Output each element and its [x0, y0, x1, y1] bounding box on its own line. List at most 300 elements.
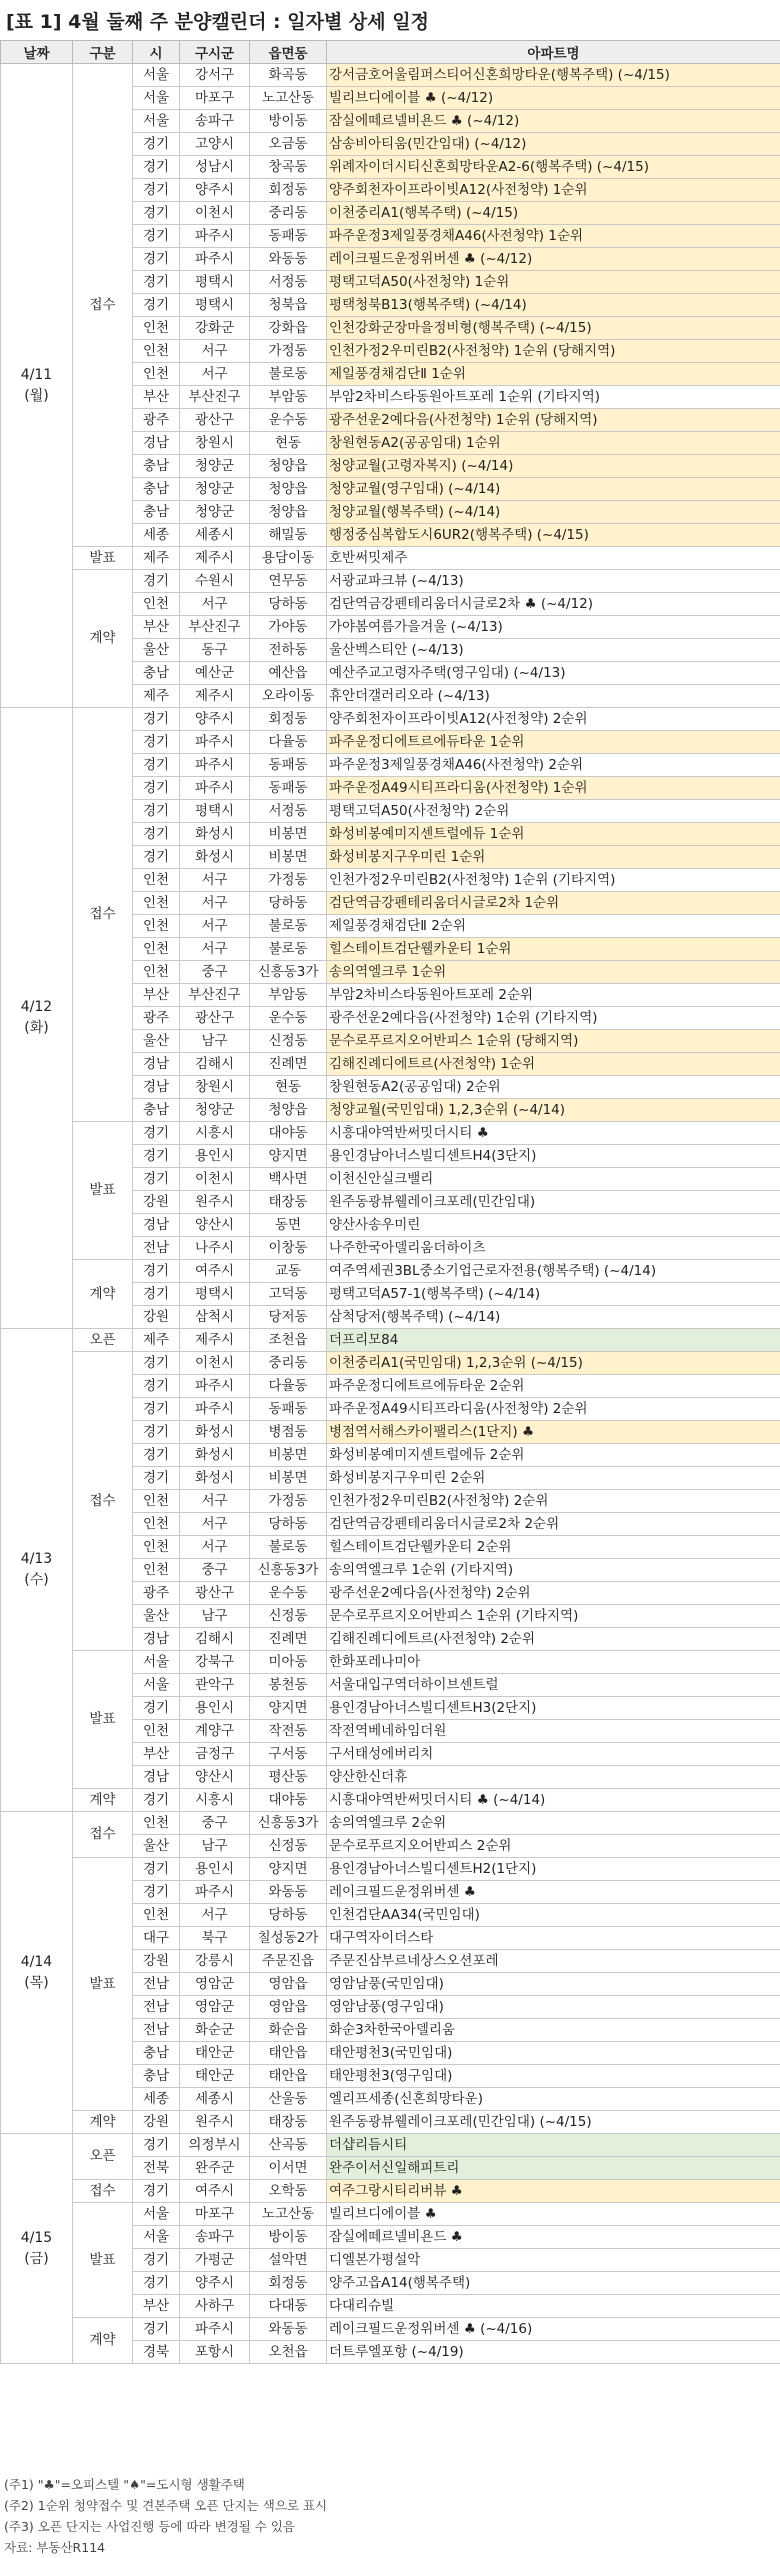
- apartment-name-cell: 주문진삼부르네상스오션포레: [327, 1950, 780, 1973]
- si-cell: 경기: [133, 2134, 180, 2157]
- apartment-name-cell: 파주운정A49시티프라디움(사전청약) 1순위: [327, 777, 780, 800]
- header-si: 시: [133, 41, 180, 64]
- gu-cell: 중구: [180, 961, 250, 984]
- source-note: 자료: 부동산R114: [4, 2537, 780, 2558]
- apartment-name-cell: 화순3차한국아델리움: [327, 2019, 780, 2042]
- gu-cell: 예산군: [180, 662, 250, 685]
- table-row: [1, 547, 780, 570]
- si-cell: 전남: [133, 1973, 180, 1996]
- table-row: [1, 1651, 780, 1674]
- gu-cell: 강서구: [180, 64, 250, 87]
- table-row: [1, 570, 780, 593]
- gu-cell: 서구: [180, 1536, 250, 1559]
- dong-cell: 동패동: [250, 754, 327, 777]
- apartment-name-cell: 화성비봉지구우미린 1순위: [327, 846, 780, 869]
- dong-cell: 오천읍: [250, 2341, 327, 2364]
- si-cell: 강원: [133, 1191, 180, 1214]
- apartment-name-cell: 청양교월(고령자복지) (~4/14): [327, 455, 780, 478]
- weekday-label: (목): [3, 1973, 70, 1994]
- table-title: [표 1] 4월 둘째 주 분양캘린더 : 일자별 상세 일정: [0, 0, 780, 44]
- apartment-name-cell: 부암2차비스타동원아트포레 1순위 (기타지역): [327, 386, 780, 409]
- dong-cell: 연무동: [250, 570, 327, 593]
- dong-cell: 당하동: [250, 1513, 327, 1536]
- si-cell: 경기: [133, 1467, 180, 1490]
- dong-cell: 산울동: [250, 2088, 327, 2111]
- apartment-name-cell: 화성비봉예미지센트럴에듀 1순위: [327, 823, 780, 846]
- gu-cell: 사하구: [180, 2295, 250, 2318]
- dong-cell: 현동: [250, 432, 327, 455]
- dong-cell: 주문진읍: [250, 1950, 327, 1973]
- si-cell: 서울: [133, 1651, 180, 1674]
- apartment-name-cell: 평택고덕A50(사전청약) 1순위: [327, 271, 780, 294]
- apartment-name-cell: 행정중심복합도시6UR2(행복주택) (~4/15): [327, 524, 780, 547]
- apartment-name-cell: 광주선운2예다음(사전청약) 1순위 (당해지역): [327, 409, 780, 432]
- header-type: 구분: [73, 41, 133, 64]
- apartment-name-cell: 원주동광뷰웰레이크포레(민간임대): [327, 1191, 780, 1214]
- gu-cell: 원주시: [180, 2111, 250, 2134]
- apartment-name-cell: 레이크필드운정위버센 ♣ (~4/12): [327, 248, 780, 271]
- si-cell: 경기: [133, 1122, 180, 1145]
- dong-cell: 방이동: [250, 2226, 327, 2249]
- si-cell: 서울: [133, 64, 180, 87]
- table-row: [1, 2180, 780, 2203]
- apartment-name-cell: 삼송비아티움(민간임대) (~4/12): [327, 133, 780, 156]
- table-row: [1, 1260, 780, 1283]
- gu-cell: 남구: [180, 1605, 250, 1628]
- apartment-name-cell: 힐스테이트검단웰카운티 2순위: [327, 1536, 780, 1559]
- dong-cell: 현동: [250, 1076, 327, 1099]
- si-cell: 강원: [133, 2111, 180, 2134]
- type-cell: 계약: [73, 2111, 133, 2134]
- si-cell: 경기: [133, 1168, 180, 1191]
- apartment-name-cell: 삼척당저(행복주택) (~4/14): [327, 1306, 780, 1329]
- gu-cell: 영암군: [180, 1996, 250, 2019]
- dong-cell: 평산동: [250, 1766, 327, 1789]
- si-cell: 경기: [133, 800, 180, 823]
- apartment-name-cell: 한화포레나미아: [327, 1651, 780, 1674]
- si-cell: 부산: [133, 984, 180, 1007]
- apartment-name-cell: 양산한신더휴: [327, 1766, 780, 1789]
- header-date: 날짜: [1, 41, 73, 64]
- gu-cell: 시흥시: [180, 1789, 250, 1812]
- date-cell: [1, 1812, 73, 2134]
- gu-cell: 부산진구: [180, 616, 250, 639]
- gu-cell: 화성시: [180, 823, 250, 846]
- apartment-name-cell: 문수로푸르지오어반피스 2순위: [327, 1835, 780, 1858]
- dong-cell: 신흥동3가: [250, 961, 327, 984]
- si-cell: 충남: [133, 1099, 180, 1122]
- si-cell: 제주: [133, 547, 180, 570]
- apartment-name-cell: 검단역금강펜테리움더시글로2차 1순위: [327, 892, 780, 915]
- si-cell: 경기: [133, 1145, 180, 1168]
- dong-cell: 가정동: [250, 869, 327, 892]
- si-cell: 충남: [133, 501, 180, 524]
- apartment-name-cell: 청양교월(영구임대) (~4/14): [327, 478, 780, 501]
- table-row: [1, 1789, 780, 1812]
- dong-cell: 칠성동2가: [250, 1927, 327, 1950]
- si-cell: 경기: [133, 1444, 180, 1467]
- si-cell: 경기: [133, 248, 180, 271]
- dong-cell: 비봉면: [250, 1444, 327, 1467]
- si-cell: 경기: [133, 202, 180, 225]
- apartment-name-cell: 청양교월(행복주택) (~4/14): [327, 501, 780, 524]
- apartment-name-cell: 용인경남아너스빌디센트H2(1단지): [327, 1858, 780, 1881]
- gu-cell: 파주시: [180, 754, 250, 777]
- gu-cell: 서구: [180, 892, 250, 915]
- gu-cell: 이천시: [180, 202, 250, 225]
- dong-cell: 신정동: [250, 1605, 327, 1628]
- apartment-name-cell: 양주회천자이프라이빗A12(사전청약) 2순위: [327, 708, 780, 731]
- dong-cell: 운수동: [250, 409, 327, 432]
- si-cell: 경기: [133, 271, 180, 294]
- si-cell: 인천: [133, 363, 180, 386]
- type-cell: 접수: [73, 708, 133, 1122]
- header-gu: 구시군: [180, 41, 250, 64]
- gu-cell: 부산진구: [180, 984, 250, 1007]
- apartment-name-cell: 서광교파크뷰 (~4/13): [327, 570, 780, 593]
- si-cell: 서울: [133, 1674, 180, 1697]
- si-cell: 경기: [133, 179, 180, 202]
- table-row: [1, 2111, 780, 2134]
- apartment-name-cell: 완주이서신일해피트리: [327, 2157, 780, 2180]
- apartment-name-cell: 파주운정3제일풍경채A46(사전청약) 2순위: [327, 754, 780, 777]
- dong-cell: 와동동: [250, 1881, 327, 1904]
- table-row: [1, 708, 780, 731]
- dong-cell: 전하동: [250, 639, 327, 662]
- apartment-name-cell: 제일풍경채검단Ⅱ 2순위: [327, 915, 780, 938]
- dong-cell: 예산읍: [250, 662, 327, 685]
- weekday-label: (금): [3, 2249, 70, 2270]
- si-cell: 인천: [133, 1720, 180, 1743]
- header-row: [1, 41, 780, 64]
- gu-cell: 파주시: [180, 731, 250, 754]
- dong-cell: 신흥동3가: [250, 1812, 327, 1835]
- dong-cell: 양지면: [250, 1145, 327, 1168]
- dong-cell: 당저동: [250, 1306, 327, 1329]
- dong-cell: 당하동: [250, 1904, 327, 1927]
- apartment-name-cell: 예산주교고령자주택(영구임대) (~4/13): [327, 662, 780, 685]
- dong-cell: 청양읍: [250, 478, 327, 501]
- si-cell: 강원: [133, 1950, 180, 1973]
- apartment-name-cell: 서울대입구역더하이브센트럴: [327, 1674, 780, 1697]
- apartment-name-cell: 병점역서해스카이팰리스(1단지) ♣: [327, 1421, 780, 1444]
- apartment-name-cell: 더프리모84: [327, 1329, 780, 1352]
- gu-cell: 동구: [180, 639, 250, 662]
- dong-cell: 미아동: [250, 1651, 327, 1674]
- dong-cell: 동패동: [250, 225, 327, 248]
- si-cell: 서울: [133, 2203, 180, 2226]
- dong-cell: 비봉면: [250, 1467, 327, 1490]
- apartment-name-cell: 시흥대야역반써밋더시티 ♣: [327, 1122, 780, 1145]
- type-cell: 접수: [73, 2180, 133, 2203]
- si-cell: 인천: [133, 340, 180, 363]
- si-cell: 경기: [133, 225, 180, 248]
- gu-cell: 남구: [180, 1030, 250, 1053]
- si-cell: 광주: [133, 1582, 180, 1605]
- si-cell: 경기: [133, 1260, 180, 1283]
- dong-cell: 화곡동: [250, 64, 327, 87]
- apartment-name-cell: 호반써밋제주: [327, 547, 780, 570]
- table-row: [1, 1858, 780, 1881]
- gu-cell: 계양구: [180, 1720, 250, 1743]
- gu-cell: 파주시: [180, 225, 250, 248]
- si-cell: 경기: [133, 294, 180, 317]
- si-cell: 인천: [133, 892, 180, 915]
- dong-cell: 비봉면: [250, 823, 327, 846]
- dong-cell: 청양읍: [250, 1099, 327, 1122]
- weekday-label: (화): [3, 1018, 70, 1039]
- si-cell: 울산: [133, 639, 180, 662]
- apartment-name-cell: 파주운정디에트르에듀타운 1순위: [327, 731, 780, 754]
- gu-cell: 서구: [180, 1513, 250, 1536]
- type-cell: 발표: [73, 1858, 133, 2111]
- gu-cell: 파주시: [180, 777, 250, 800]
- type-cell: 발표: [73, 1122, 133, 1260]
- si-cell: 경기: [133, 2318, 180, 2341]
- si-cell: 제주: [133, 1329, 180, 1352]
- type-cell: 계약: [73, 570, 133, 708]
- dong-cell: 다대동: [250, 2295, 327, 2318]
- si-cell: 경기: [133, 777, 180, 800]
- dong-cell: 태장동: [250, 1191, 327, 1214]
- apartment-name-cell: 여주그랑시티리버뷰 ♣: [327, 2180, 780, 2203]
- apartment-name-cell: 광주선운2예다음(사전청약) 1순위 (기타지역): [327, 1007, 780, 1030]
- dong-cell: 영암읍: [250, 1973, 327, 1996]
- dong-cell: 부암동: [250, 984, 327, 1007]
- apartment-name-cell: 강서금호어울림퍼스티어신혼희망타운(행복주택) (~4/15): [327, 64, 780, 87]
- date-label: 4/15: [3, 2228, 70, 2249]
- gu-cell: 마포구: [180, 87, 250, 110]
- dong-cell: 조천읍: [250, 1329, 327, 1352]
- gu-cell: 북구: [180, 1927, 250, 1950]
- dong-cell: 중리동: [250, 1352, 327, 1375]
- date-cell: [1, 64, 73, 708]
- gu-cell: 세종시: [180, 2088, 250, 2111]
- gu-cell: 서구: [180, 915, 250, 938]
- apartment-name-cell: 파주운정3제일풍경채A46(사전청약) 1순위: [327, 225, 780, 248]
- dong-cell: 용담이동: [250, 547, 327, 570]
- gu-cell: 원주시: [180, 1191, 250, 1214]
- type-cell: 계약: [73, 1789, 133, 1812]
- si-cell: 제주: [133, 685, 180, 708]
- apartment-name-cell: 검단역금강펜테리움더시글로2차 ♣ (~4/12): [327, 593, 780, 616]
- si-cell: 경기: [133, 731, 180, 754]
- si-cell: 인천: [133, 1559, 180, 1582]
- si-cell: 경북: [133, 2341, 180, 2364]
- gu-cell: 김해시: [180, 1053, 250, 1076]
- apartment-name-cell: 창원현동A2(공공임대) 2순위: [327, 1076, 780, 1099]
- apartment-name-cell: 여주역세권3BL중소기업근로자전용(행복주택) (~4/14): [327, 1260, 780, 1283]
- dong-cell: 와동동: [250, 248, 327, 271]
- dong-cell: 당하동: [250, 593, 327, 616]
- dong-cell: 와동동: [250, 2318, 327, 2341]
- apartment-name-cell: 엘리프세종(신혼희망타운): [327, 2088, 780, 2111]
- gu-cell: 제주시: [180, 1329, 250, 1352]
- apartment-name-cell: 이천신안실크밸리: [327, 1168, 780, 1191]
- dong-cell: 백사면: [250, 1168, 327, 1191]
- gu-cell: 송파구: [180, 2226, 250, 2249]
- gu-cell: 중구: [180, 1812, 250, 1835]
- si-cell: 경기: [133, 570, 180, 593]
- si-cell: 경기: [133, 1283, 180, 1306]
- apartment-name-cell: 평택고덕A50(사전청약) 2순위: [327, 800, 780, 823]
- dong-cell: 진례면: [250, 1053, 327, 1076]
- gu-cell: 광산구: [180, 409, 250, 432]
- dong-cell: 산곡동: [250, 2134, 327, 2157]
- si-cell: 충남: [133, 478, 180, 501]
- si-cell: 경기: [133, 1421, 180, 1444]
- gu-cell: 고양시: [180, 133, 250, 156]
- si-cell: 인천: [133, 1904, 180, 1927]
- dong-cell: 영암읍: [250, 1996, 327, 2019]
- apartment-name-cell: 영암남풍(영구임대): [327, 1996, 780, 2019]
- table-row: [1, 2134, 780, 2157]
- gu-cell: 송파구: [180, 110, 250, 133]
- dong-cell: 고덕동: [250, 1283, 327, 1306]
- apartment-name-cell: 시흥대야역반써밋더시티 ♣ (~4/14): [327, 1789, 780, 1812]
- dong-cell: 교동: [250, 1260, 327, 1283]
- gu-cell: 남구: [180, 1835, 250, 1858]
- apartment-name-cell: 잠실에떼르넬비욘드 ♣: [327, 2226, 780, 2249]
- apartment-name-cell: 파주운정디에트르에듀타운 2순위: [327, 1375, 780, 1398]
- table-row: [1, 1329, 780, 1352]
- dong-cell: 회정동: [250, 708, 327, 731]
- dong-cell: 청양읍: [250, 455, 327, 478]
- dong-cell: 동패동: [250, 1398, 327, 1421]
- gu-cell: 양주시: [180, 2272, 250, 2295]
- dong-cell: 강화읍: [250, 317, 327, 340]
- si-cell: 광주: [133, 409, 180, 432]
- note-1: (주1) "♣"=오피스텔 "♠"=도시형 생활주택: [4, 2474, 780, 2495]
- dong-cell: 동패동: [250, 777, 327, 800]
- gu-cell: 서구: [180, 869, 250, 892]
- apartment-name-cell: 구서태성에버리치: [327, 1743, 780, 1766]
- dong-cell: 노고산동: [250, 87, 327, 110]
- dong-cell: 가야동: [250, 616, 327, 639]
- si-cell: 부산: [133, 616, 180, 639]
- si-cell: 부산: [133, 2295, 180, 2318]
- date-cell: [1, 708, 73, 1329]
- apartment-name-cell: 창원현동A2(공공임대) 1순위: [327, 432, 780, 455]
- apartment-name-cell: 부암2차비스타동원아트포레 2순위: [327, 984, 780, 1007]
- dong-cell: 작전동: [250, 1720, 327, 1743]
- apartment-name-cell: 송의역엘크루 1순위: [327, 961, 780, 984]
- gu-cell: 태안군: [180, 2065, 250, 2088]
- si-cell: 인천: [133, 593, 180, 616]
- type-cell: 계약: [73, 2318, 133, 2364]
- dong-cell: 태장동: [250, 2111, 327, 2134]
- si-cell: 인천: [133, 938, 180, 961]
- si-cell: 인천: [133, 317, 180, 340]
- dong-cell: 동면: [250, 1214, 327, 1237]
- dong-cell: 방이동: [250, 110, 327, 133]
- gu-cell: 평택시: [180, 294, 250, 317]
- type-cell: 발표: [73, 2203, 133, 2318]
- gu-cell: 세종시: [180, 524, 250, 547]
- dong-cell: 비봉면: [250, 846, 327, 869]
- apartment-name-cell: 문수로푸르지오어반피스 1순위 (기타지역): [327, 1605, 780, 1628]
- apartment-name-cell: 문수로푸르지오어반피스 1순위 (당해지역): [327, 1030, 780, 1053]
- gu-cell: 이천시: [180, 1168, 250, 1191]
- dong-cell: 청북읍: [250, 294, 327, 317]
- gu-cell: 태안군: [180, 2042, 250, 2065]
- si-cell: 경기: [133, 1789, 180, 1812]
- si-cell: 대구: [133, 1927, 180, 1950]
- apartment-name-cell: 김해진례디에트르(사전청약) 1순위: [327, 1053, 780, 1076]
- table-row: [1, 2318, 780, 2341]
- gu-cell: 마포구: [180, 2203, 250, 2226]
- apartment-name-cell: 원주동광뷰웰레이크포레(민간임대) (~4/15): [327, 2111, 780, 2134]
- apartment-name-cell: 청양교월(국민임대) 1,2,3순위 (~4/14): [327, 1099, 780, 1122]
- dong-cell: 태안읍: [250, 2065, 327, 2088]
- si-cell: 경기: [133, 1398, 180, 1421]
- apartment-name-cell: 평택청북B13(행복주택) (~4/14): [327, 294, 780, 317]
- si-cell: 경기: [133, 156, 180, 179]
- gu-cell: 평택시: [180, 800, 250, 823]
- si-cell: 인천: [133, 1812, 180, 1835]
- gu-cell: 서구: [180, 363, 250, 386]
- dong-cell: 불로동: [250, 915, 327, 938]
- dong-cell: 부암동: [250, 386, 327, 409]
- dong-cell: 다율동: [250, 1375, 327, 1398]
- si-cell: 경남: [133, 1076, 180, 1099]
- apartment-name-cell: 양주고읍A14(행복주택): [327, 2272, 780, 2295]
- gu-cell: 파주시: [180, 248, 250, 271]
- si-cell: 경기: [133, 1881, 180, 1904]
- gu-cell: 여주시: [180, 2180, 250, 2203]
- gu-cell: 여주시: [180, 1260, 250, 1283]
- table-row: [1, 2203, 780, 2226]
- gu-cell: 청양군: [180, 478, 250, 501]
- apartment-name-cell: 더샵리듬시티: [327, 2134, 780, 2157]
- gu-cell: 파주시: [180, 1398, 250, 1421]
- gu-cell: 서구: [180, 1490, 250, 1513]
- dong-cell: 회정동: [250, 2272, 327, 2295]
- dong-cell: 이서면: [250, 2157, 327, 2180]
- si-cell: 전남: [133, 2019, 180, 2042]
- apartment-name-cell: 제일풍경채검단Ⅱ 1순위: [327, 363, 780, 386]
- si-cell: 세종: [133, 2088, 180, 2111]
- date-cell: [1, 1329, 73, 1812]
- apartment-name-cell: 용인경남아너스빌디센트H4(3단지): [327, 1145, 780, 1168]
- si-cell: 충남: [133, 662, 180, 685]
- si-cell: 경기: [133, 1352, 180, 1375]
- apartment-name-cell: 인천검단AA34(국민임대): [327, 1904, 780, 1927]
- si-cell: 울산: [133, 1030, 180, 1053]
- date-cell: [1, 2134, 73, 2364]
- apartment-name-cell: 용인경남아너스빌디센트H3(2단지): [327, 1697, 780, 1720]
- type-cell: 접수: [73, 1812, 133, 1858]
- dong-cell: 불로동: [250, 363, 327, 386]
- gu-cell: 부산진구: [180, 386, 250, 409]
- header-apt: 아파트명: [327, 41, 780, 64]
- note-2: (주2) 1순위 청약접수 및 견본주택 오픈 단지는 색으로 표시: [4, 2495, 780, 2516]
- dong-cell: 화순읍: [250, 2019, 327, 2042]
- dong-cell: 서정동: [250, 800, 327, 823]
- si-cell: 강원: [133, 1306, 180, 1329]
- gu-cell: 화성시: [180, 846, 250, 869]
- apartment-name-cell: 나주한국아델리움더하이츠: [327, 1237, 780, 1260]
- type-cell: 계약: [73, 1260, 133, 1329]
- si-cell: 충남: [133, 2042, 180, 2065]
- si-cell: 경기: [133, 708, 180, 731]
- dong-cell: 불로동: [250, 1536, 327, 1559]
- apartment-name-cell: 인천가정2우미린B2(사전청약) 2순위: [327, 1490, 780, 1513]
- gu-cell: 파주시: [180, 2318, 250, 2341]
- type-cell: 오픈: [73, 1329, 133, 1352]
- footnotes: [0, 2474, 780, 2558]
- apartment-name-cell: 태안평천3(영구임대): [327, 2065, 780, 2088]
